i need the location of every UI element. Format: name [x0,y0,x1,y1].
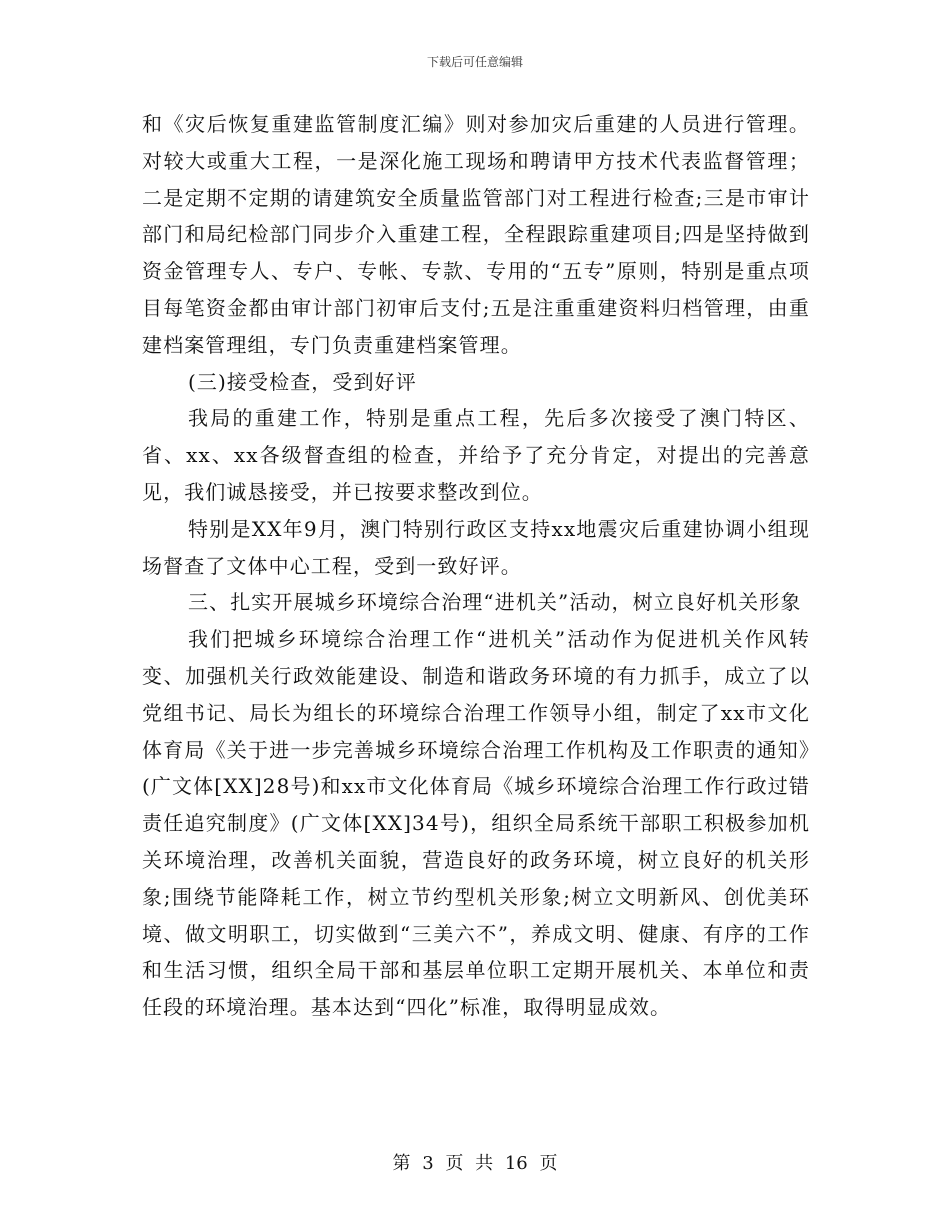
section-heading-inspection: (三)接受检查，受到好评 [188,369,417,394]
paragraph-reconstruction-supervision: 和《灾后恢复重建监管制度汇编》则对参加灾后重建的人员进行管理。对较大或重大工程，一是深化施工现场和聘请甲方技术代表监督管理；二是定期不定期的请建筑安全质量监管部门对工程进行检查;三是市审计部门和局纪检部门同步介入重建工程，全程跟踪重建项目;四是坚持做到资金管理专人、专户、专帐、专款、专用的“五专”原则，特别是重点项目每笔资金都由审计部门初审后支付;五是注重重建资料归档管理，由重建档案管理组，专门负责重建档案管理。 [142,112,810,357]
page-footer: 第 3 页 共 16 页 [392,1153,558,1174]
paragraph-inspection: 我局的重建工作，特别是重点工程，先后多次接受了澳门特区、省、xx、xx各级督查组的检查，并给予了充分肯定，对提出的完善意见，我们诚恳接受，并已按要求整改到位。 [142,406,810,504]
section-heading-environment: 三、扎实开展城乡环境综合治理“进机关”活动，树立良好机关形象 [188,590,802,615]
page-header: 下载后可任意编辑 [426,55,523,69]
document-body [142,106,810,1026]
paragraph-environment: 我们把城乡环境综合治理工作“进机关”活动作为促进机关作风转变、加强机关行政效能建设、制造和谐政务环境的有力抓手，成立了以党组书记、局长为组长的环境综合治理工作领导小组，制定了xx市文化体育局《关于进一步完善城乡环境综合治理工作机构及工作职责的通知》(广文体[XX]28号)和xx市文化体育局《城乡环境综合治理工作行政过错责任追究制度》(广文体[XX]34号)，组织全局系统干部职工积极参加机关环境治理，改善机关面貌，营造良好的政务环境，树立良好的机关形象;围绕节能降耗工作，树立节约型机关形象;树立文明新风、创优美环境、做文明职工，切实做到“三美六不”，养成文明、健康、有序的工作和生活习惯，组织全局干部和基层单位职工定期开展机关、本单位和责任段的环境治理。基本达到“四化”标准，取得明显成效。 [142,627,810,1020]
paragraph-macau-inspection: 特别是XX年9月，澳门特别行政区支持xx地震灾后重建协调小组现场督查了文体中心工程，受到一致好评。 [142,516,810,578]
